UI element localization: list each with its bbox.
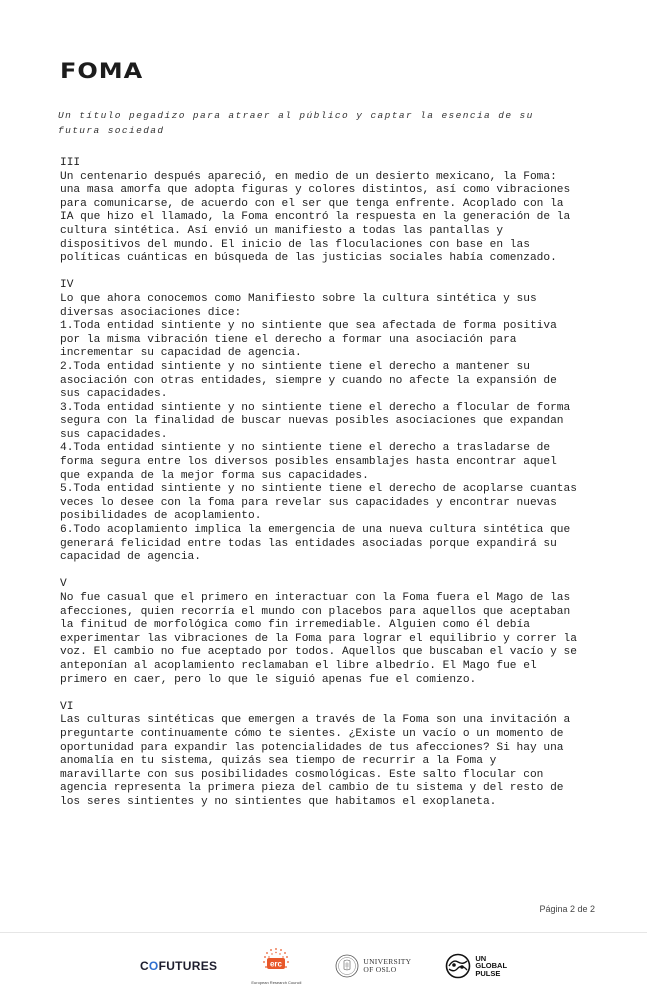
- manifesto-item-5: 5.Toda entidad sintiente y no sintiente tiene el derecho de acoplarse cuantas veces lo desee con la foma para revelar sus capacidades y encontrar nuevas posibilidades de acoplamiento.: [60, 483, 577, 523]
- erc-logo: [251, 947, 301, 985]
- paragraph: Lo que ahora conocemos como Manifiesto sobre la cultura sintética y sus diversas asociaciones dice:: [60, 292, 537, 319]
- erc-mark-text: erc: [270, 959, 283, 969]
- document-subtitle: Un título pegadizo para atraer al público y captar la esencia de su futura sociedad: [58, 110, 534, 136]
- paragraph: Las culturas sintéticas que emergen a través de la Foma son una invitación a preguntarte continuamente cómo te sientes. ¿Existe un vacío o un momento de oportunidad para expandir las potencialidades de tus afecciones? Si hay una anomalía en tu sistema, quizás sea tiempo de recurrir a la Foma y maravillarte con sus posibilidades cosmológicas. Este salto flocular con agencia representa la primera pieza del cambio de tu sistema y del resto de los seres sintientes y no sintientes que habitamos el exoplaneta.: [60, 714, 571, 808]
- manifesto-item-2: 2.Toda entidad sintiente y no sintiente tiene el derecho a mantener su asociación con otras entidades, siempre y cuando no afecte la expansión de sus capacidades.: [60, 360, 557, 401]
- erc-emblem-icon: [261, 947, 291, 975]
- section-numeral: IV: [60, 279, 74, 292]
- manifesto-item-4: 4.Toda entidad sintiente y no sintiente tiene el derecho a trasladarse de forma segura entre los diversos posibles ensamblajes hasta encontrar aquel que expanda de la mejor forma sus capacidades.: [60, 442, 557, 482]
- ungp-line-1: UN: [475, 953, 487, 963]
- section-iv: [60, 279, 580, 564]
- ungp-line-2: GLOBAL: [475, 961, 508, 971]
- cofutures-rest: FUTURES: [158, 959, 218, 973]
- section-v: [60, 578, 580, 687]
- footer-divider: [0, 932, 647, 933]
- manifesto-item-1: 1.Toda entidad sintiente y no sintiente que sea afectada de forma positiva por la misma vibración tiene el derecho a formar una asociación para incrementar su capacidad de agencia.: [60, 320, 557, 360]
- foma-logo: FOMA: [60, 58, 144, 84]
- uio-line-2: OF OSLO: [363, 965, 397, 974]
- manifesto-item-6: 6.Todo acoplamiento implica la emergencia de una nueva cultura sintética que generará felicidad entre todas las entidades asociadas porque expandirá su capacidad de agencia.: [60, 524, 571, 564]
- page-number: Página 2 de 2: [539, 904, 595, 914]
- cofutures-o: O: [148, 959, 159, 973]
- paragraph: Un centenario después apareció, en medio de un desierto mexicano, la Foma: una masa amorfa que adopta figuras y colores distintos, así como vibraciones para comunicarse, de acuerdo con el ser que tenga enfrente. Acoplado con la IA que hizo el llamado, la Foma encontró la respuesta en la generación de la cultura sintética. Así envió un manifiesto a todas las pantallas y dispositivos del mundo. El inicio de las floculaciones con base en las políticas cuánticas en búsqueda de las justicias sociales había comenzado.: [60, 170, 571, 265]
- uio-line-1: UNIVERSITY: [363, 957, 412, 966]
- global-pulse-globe-icon: [445, 953, 471, 979]
- cofutures-logo: [140, 959, 217, 973]
- section-iii: [60, 157, 580, 266]
- cofutures-c: C: [139, 959, 149, 973]
- section-numeral: III: [60, 157, 81, 169]
- university-seal-icon: [335, 954, 359, 978]
- un-global-pulse-logo: [445, 953, 507, 979]
- section-numeral: VI: [60, 700, 74, 713]
- section-numeral: V: [60, 578, 67, 591]
- document-body: [60, 157, 580, 823]
- manifesto-item-3: 3.Toda entidad sintiente y no sintiente tiene el derecho a flocular de forma segura con la finalidad de buscar nuevas posibles asociaciones que expandan sus capacidades.: [60, 401, 571, 441]
- section-vi: [60, 701, 580, 810]
- ungp-line-3: PULSE: [475, 968, 501, 978]
- paragraph: No fue casual que el primero en interactuar con la Foma fuera el Mago de las afecciones, quien recorría el mundo con placebos para aquellos que aceptaban la finitud de morfológica como fin irremediable. Alguien como él debía experimentar las vibraciones de la Foma para lograr el equilibrio y correr la voz. El cambio no fue aceptado por todos. Aquellos que buscaban el vacío y se anteponían al acoplamiento reclamaban el libre albedrío. El Mago fue el primero en caer, pero lo que le siguió apenas fue el comienzo.: [60, 592, 577, 686]
- footer-logos: [0, 940, 647, 992]
- erc-caption: European Research Council: [251, 980, 302, 985]
- uio-logo: [335, 954, 411, 978]
